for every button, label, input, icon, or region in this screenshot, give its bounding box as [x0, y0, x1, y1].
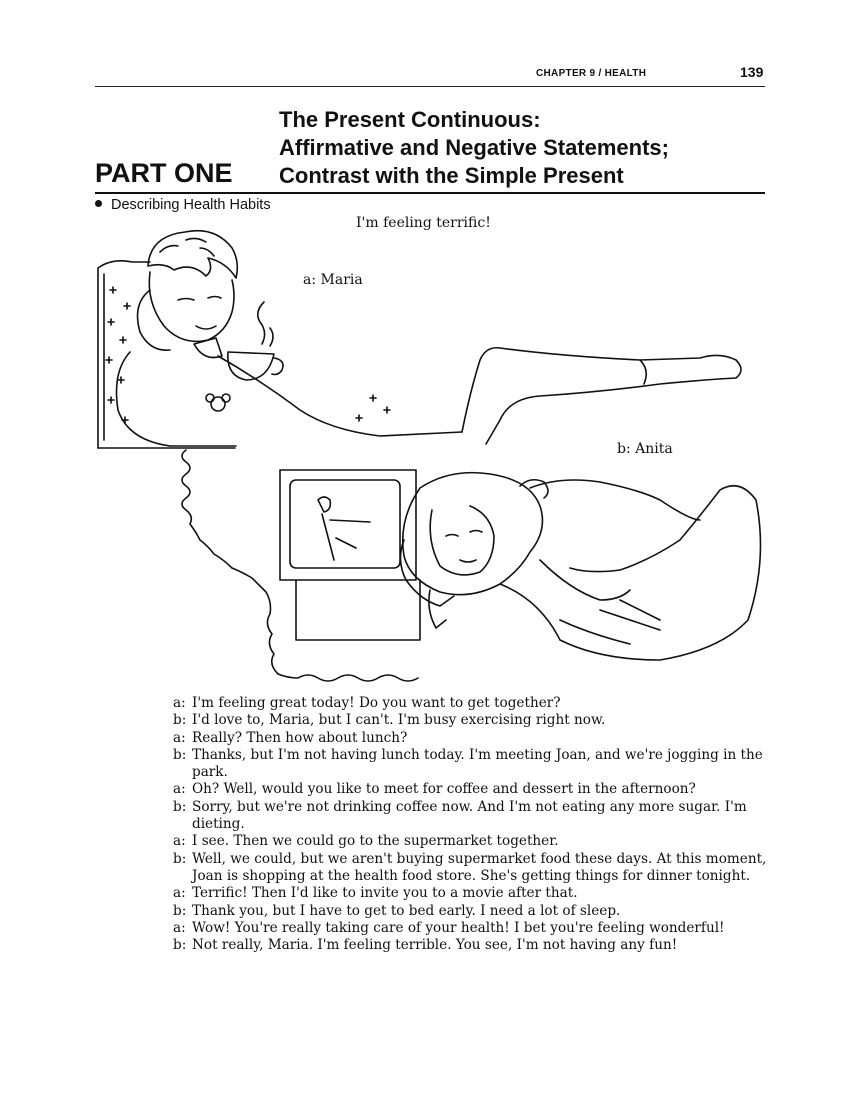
dialogue-line — [173, 781, 773, 798]
line-text: Well, we could, but we aren't buying supermarket food these days. At this moment, Joan is shopping at the health food store. She's getting things for dinner tonight. — [192, 850, 767, 884]
line-text: Thank you, but I have to get to bed early. I need a lot of sleep. — [192, 902, 621, 919]
dialogue-line — [173, 833, 773, 850]
line-text: I see. Then we could go to the supermarket together. — [192, 833, 559, 850]
speaker: a: — [173, 729, 186, 746]
speaker: a: — [173, 833, 186, 850]
part-label: PART ONE — [95, 158, 233, 188]
speaker: a: — [173, 885, 186, 902]
topic-text: Describing Health Habits — [111, 197, 271, 213]
line-text: I'm feeling great today! Do you want to get together? — [192, 695, 561, 711]
maria-armchair — [98, 261, 235, 448]
line-text: Really? Then how about lunch? — [192, 729, 408, 746]
line-text: Oh? Well, would you like to meet for coffee and dessert in the afternoon? — [192, 781, 696, 798]
dialogue-line — [173, 747, 773, 782]
title-line-3: Contrast with the Simple Present — [279, 163, 624, 188]
dialogue-line — [173, 851, 773, 886]
speaker: a: — [173, 781, 186, 798]
maria-figure — [117, 231, 742, 446]
line-text: Thanks, but I'm not having lunch today. I'm meeting Joan, and we're jogging in the park. — [192, 746, 763, 781]
label-anita: b: Anita — [617, 441, 673, 457]
line-text: Not really, Maria. I'm feeling terrible. You see, I'm not having any fun! — [192, 937, 678, 954]
tv-set — [280, 470, 420, 640]
anita-figure — [400, 473, 760, 660]
dialogue-line — [173, 695, 773, 712]
line-text: Terrific! Then I'd like to invite you to a movie after that. — [192, 885, 578, 902]
speaker: a: — [173, 695, 186, 711]
dialogue-line — [173, 730, 773, 747]
title-line-1: The Present Continuous: — [279, 107, 541, 132]
dialogue-line — [173, 903, 773, 920]
speaker: b: — [173, 798, 187, 815]
dialogue-line — [173, 885, 773, 902]
speaker: b: — [173, 746, 187, 763]
speaker: b: — [173, 850, 187, 867]
label-maria: a: Maria — [303, 272, 363, 288]
dialogue-line — [173, 799, 773, 834]
title-line-2: Affirmative and Negative Statements; — [279, 135, 669, 160]
dialogue-line — [173, 712, 773, 729]
speaker: a: — [173, 919, 186, 936]
line-text: I'd love to, Maria, but I can't. I'm busy exercising right now. — [192, 712, 606, 729]
speaker: b: — [173, 712, 187, 729]
illustration-caption: I'm feeling terrific! — [356, 215, 491, 231]
page-number: 139 — [740, 64, 764, 80]
line-text: Wow! You're really taking care of your health! I bet you're feeling wonderful! — [192, 919, 725, 936]
running-head: CHAPTER 9 / HEALTH — [536, 68, 647, 79]
dialogue — [173, 695, 773, 954]
line-text: Sorry, but we're not drinking coffee now. And I'm not eating any more sugar. I'm dieting. — [192, 798, 747, 833]
dialogue-line — [173, 937, 773, 954]
speaker: b: — [173, 902, 187, 919]
dialogue-line — [173, 920, 773, 937]
speaker: b: — [173, 937, 187, 954]
phone-cord — [182, 450, 418, 681]
